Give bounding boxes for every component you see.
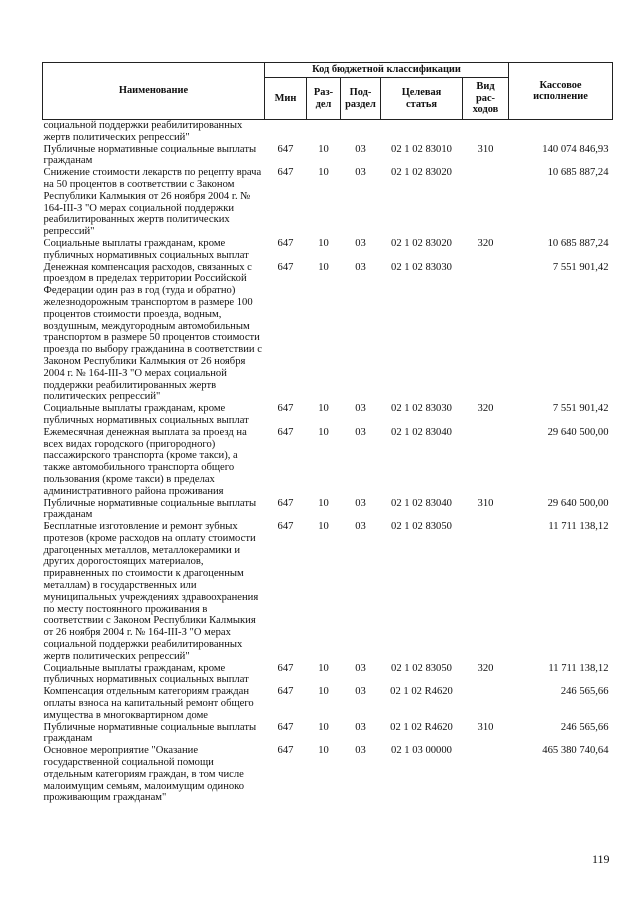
row-podrazdel: 03 xyxy=(355,745,366,757)
row-razdel: 10 xyxy=(318,143,329,155)
row-amount: 7 551 901,42 xyxy=(552,261,609,273)
row-amount: 11 711 138,12 xyxy=(548,662,609,674)
row-podrazdel: 03 xyxy=(355,403,366,415)
row-target-article: 02 1 03 00000 xyxy=(391,745,452,757)
row-name: Денежная компенсация расходов, связанных с проездом в пределах территории Российской Федерации один раз в год (туда и обратно) железнодорожным транспортом в размере 100 процентов стоимости проезда, водным, воздушным, междугородным автомобильным транспортом в размере 50 процентов стоимости проезда по выбору гражданина в соответствии с Законом Республики Калмыкия от 26 ноября 2004 г. № 164-III-З "О мерах социальной поддержки реабилитированных жертв политических репрессий" xyxy=(43,261,262,403)
row-amount: 10 685 887,24 xyxy=(547,237,609,249)
page-number: 119 xyxy=(592,852,610,866)
row-expense-type xyxy=(463,745,509,804)
header-min: Мин xyxy=(265,78,307,120)
row-name: Социальные выплаты гражданам, кроме публичных нормативных социальных выплат xyxy=(43,237,249,261)
row-amount xyxy=(509,120,613,144)
row-name: социальной поддержки реабилитированных жертв политических репрессий" xyxy=(43,120,243,143)
row-min: 647 xyxy=(277,686,294,698)
row-target-article: 02 1 02 83050 xyxy=(391,521,452,533)
row-target-article: 02 1 02 83050 xyxy=(391,662,452,674)
row-name: Публичные нормативные социальные выплаты гражданам xyxy=(43,497,257,521)
row-target-article: 02 1 02 83030 xyxy=(391,403,452,415)
table-row xyxy=(43,722,613,746)
row-amount: 29 640 500,00 xyxy=(547,497,609,509)
row-podrazdel xyxy=(341,120,381,144)
row-min xyxy=(265,120,307,144)
table-body xyxy=(43,120,613,805)
row-min: 647 xyxy=(277,237,294,249)
row-target-article: 02 1 02 R4620 xyxy=(390,721,453,733)
row-min: 647 xyxy=(277,721,294,733)
row-target-article: 02 1 02 83030 xyxy=(391,261,452,273)
row-name: Публичные нормативные социальные выплаты гражданам xyxy=(43,143,257,167)
row-expense-type xyxy=(463,427,509,498)
header-expense-type: Вид рас- ходов xyxy=(463,78,509,120)
row-name: Ежемесячная денежная выплата за проезд на всех видах городского (пригородного) пассажирского транспорта (кроме такси), а также автомобильного транспорта общего пользования (кроме такси) в пределах административного района проживания xyxy=(43,426,247,497)
row-name: Публичные нормативные социальные выплаты гражданам xyxy=(43,721,257,745)
table-row xyxy=(43,120,613,144)
row-min: 647 xyxy=(277,426,294,438)
row-razdel: 10 xyxy=(318,237,329,249)
row-min: 647 xyxy=(277,662,294,674)
row-podrazdel: 03 xyxy=(355,662,366,674)
row-expense-type xyxy=(463,521,509,663)
row-name: Основное мероприятие "Оказание государственной социальной помощи отдельным категориям граждан, в том числе малоимущим семьям, малоимущим одиноко проживающим гражданам" xyxy=(43,745,245,804)
row-expense-type: 320 xyxy=(477,403,494,415)
row-name: Бесплатные изготовление и ремонт зубных протезов (кроме расходов на оплату стоимости драгоценных металлов, металлокерамики и других дорогостоящих материалов, приравненных по стоимости к драгоценным металлам) в государственных или муниципальных учреждениях здравоохранения по месту постоянного проживания в соответствии с Законом Республики Калмыкия от 26 ноября 2004 г. № 164-III-З "О мерах социальной поддержки реабилитированных жертв политических репрессий" xyxy=(43,521,259,662)
row-name: Социальные выплаты гражданам, кроме публичных нормативных социальных выплат xyxy=(43,662,249,686)
row-target-article: 02 1 02 83020 xyxy=(391,167,452,179)
row-amount: 7 551 901,42 xyxy=(552,403,609,415)
row-target-article: 02 1 02 83040 xyxy=(391,426,452,438)
table-row xyxy=(43,686,613,721)
row-expense-type: 310 xyxy=(477,721,494,733)
row-podrazdel: 03 xyxy=(355,721,366,733)
row-min: 647 xyxy=(277,261,294,273)
row-expense-type xyxy=(463,120,509,144)
row-expense-type xyxy=(463,262,509,404)
row-min: 647 xyxy=(277,521,294,533)
row-amount: 140 074 846,93 xyxy=(542,143,609,155)
table-header xyxy=(43,63,613,120)
row-razdel xyxy=(307,120,341,144)
row-min: 647 xyxy=(277,167,294,179)
table-row xyxy=(43,663,613,687)
header-classification-group: Код бюджетной классификации xyxy=(265,63,509,78)
row-razdel: 10 xyxy=(318,403,329,415)
table-row xyxy=(43,167,613,238)
row-target-article: 02 1 02 R4620 xyxy=(390,686,453,698)
row-target-article: 02 1 02 83010 xyxy=(391,143,452,155)
header-cash-execution: Кассовое исполнение xyxy=(509,63,613,120)
row-expense-type: 310 xyxy=(477,497,494,509)
row-target-article: 02 1 02 83020 xyxy=(391,237,452,249)
row-amount: 465 380 740,64 xyxy=(542,745,609,757)
header-razdel: Раз- дел xyxy=(307,78,341,120)
header-name: Наименование xyxy=(43,63,265,120)
row-podrazdel: 03 xyxy=(355,237,366,249)
row-expense-type: 310 xyxy=(477,143,494,155)
row-razdel: 10 xyxy=(318,662,329,674)
row-min: 647 xyxy=(277,497,294,509)
table-row xyxy=(43,403,613,427)
row-razdel: 10 xyxy=(318,167,329,179)
row-amount: 246 565,66 xyxy=(560,721,609,733)
row-expense-type: 320 xyxy=(477,662,494,674)
table-row xyxy=(43,238,613,262)
header-target-article: Целевая статья xyxy=(381,78,463,120)
row-expense-type xyxy=(463,686,509,721)
row-razdel: 10 xyxy=(318,721,329,733)
row-razdel: 10 xyxy=(318,686,329,698)
table-row xyxy=(43,427,613,498)
row-amount: 246 565,66 xyxy=(560,686,609,698)
row-razdel: 10 xyxy=(318,426,329,438)
row-podrazdel: 03 xyxy=(355,686,366,698)
row-min: 647 xyxy=(277,143,294,155)
row-amount: 29 640 500,00 xyxy=(547,426,609,438)
budget-table xyxy=(42,62,613,804)
row-target-article: 02 1 02 83040 xyxy=(391,497,452,509)
row-razdel: 10 xyxy=(318,745,329,757)
row-podrazdel: 03 xyxy=(355,497,366,509)
budget-table-sheet xyxy=(42,62,612,804)
row-expense-type xyxy=(463,167,509,238)
row-expense-type: 320 xyxy=(477,237,494,249)
table-row xyxy=(43,144,613,168)
row-min: 647 xyxy=(277,745,294,757)
table-row xyxy=(43,521,613,663)
row-name: Компенсация отдельным категориям граждан оплаты взноса на капитальный ремонт общего имущества в многоквартирном доме xyxy=(43,686,254,721)
row-podrazdel: 03 xyxy=(355,261,366,273)
table-row xyxy=(43,745,613,804)
row-podrazdel: 03 xyxy=(355,167,366,179)
row-podrazdel: 03 xyxy=(355,143,366,155)
row-name: Снижение стоимости лекарств по рецепту врача на 50 процентов в соответствии с Законом Республики Калмыкия от 26 ноября 2004 г. № 164-III-З "О мерах социальной поддержки реабилитированных жертв политических репрессий" xyxy=(43,167,262,238)
row-podrazdel: 03 xyxy=(355,426,366,438)
row-name: Социальные выплаты гражданам, кроме публичных нормативных социальных выплат xyxy=(43,403,249,426)
row-podrazdel: 03 xyxy=(355,521,366,533)
row-razdel: 10 xyxy=(318,261,329,273)
row-amount: 10 685 887,24 xyxy=(547,167,609,179)
row-min: 647 xyxy=(277,403,294,415)
table-row xyxy=(43,262,613,404)
row-target-article xyxy=(381,120,463,144)
row-amount: 11 711 138,12 xyxy=(548,521,609,533)
row-razdel: 10 xyxy=(318,521,329,533)
header-podrazdel: Под- раздел xyxy=(341,78,381,120)
table-row xyxy=(43,498,613,522)
row-razdel: 10 xyxy=(318,497,329,509)
